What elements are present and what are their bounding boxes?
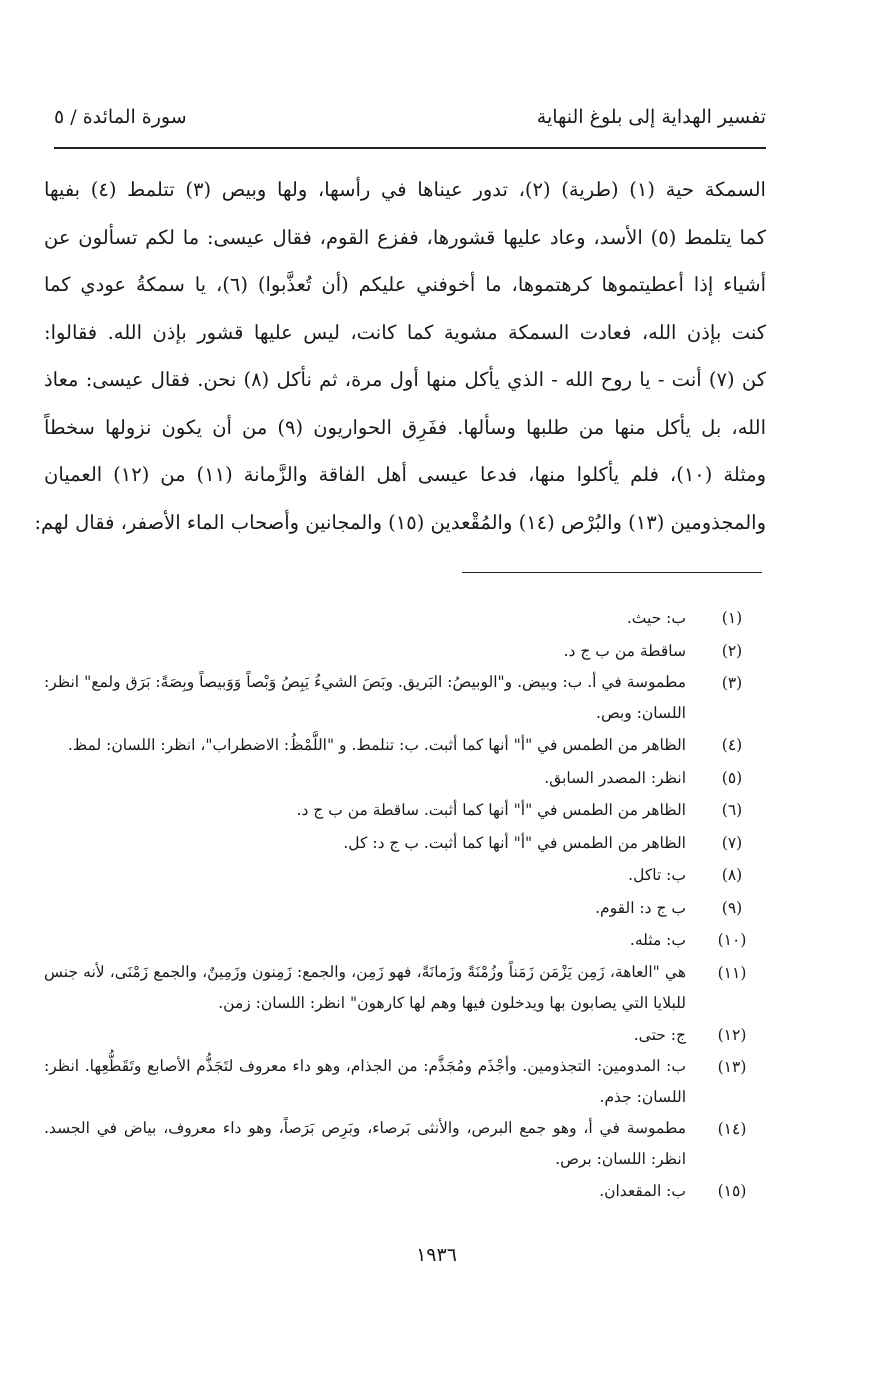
- footnote-text: ب: تاكل.: [628, 866, 686, 884]
- footnote-number: (١٤): [717, 1120, 747, 1138]
- header-divider: [54, 147, 766, 149]
- text-line: كما يتلمط (٥) الأسد، وعاد عليها قشورها، ففزع القوم، فقال عيسى: ما لكم تسألون عن: [44, 225, 766, 249]
- footnote-divider: [462, 572, 762, 573]
- main-text: [34, 166, 767, 546]
- footnote-text: انظر: المصدر السابق.: [544, 768, 686, 787]
- text-line: الله، بل يأكل منها من طلبها وسألها. ففَرِق الحواريون (٩) من أن يكون نزولها سخطاً: [44, 415, 766, 439]
- footnote-text: ساقطة من ب ج د.: [563, 641, 686, 660]
- footnote-text: ب ج د: القوم.: [595, 898, 686, 917]
- footnote-item: [44, 924, 766, 957]
- footnote-number: (٤): [721, 736, 743, 754]
- footnote-item: [44, 1175, 766, 1208]
- footnote-number: (١١): [717, 963, 747, 982]
- footnote-item: [44, 859, 766, 892]
- footnote-number: (١): [721, 609, 743, 627]
- footnote-item: [44, 635, 766, 668]
- footnote-item: [44, 602, 766, 635]
- footnote-text: ج: حتى.: [633, 1025, 686, 1044]
- footnote-text: مطموسة في أ. ب: وبيض. و"الوبيصُ: البَريق. وبَصَ الشيءُ يَبِصُ وَبْصاً وَوَبيصاً وبِصَةً: بَرَق ولمع" انظر: اللسان: وبص.: [44, 673, 686, 722]
- footnote-text: الظاهر من الطمس في "أ" أنها كما أثبت. ساقطة من ب ج د.: [296, 801, 686, 819]
- text-line: والمجذومين (١٣) والبُرْص (١٤) والمُقْعدين (١٥) والمجانين وأصحاب الماء الأصفر، فقال لهم:: [34, 510, 766, 534]
- footnote-item: [44, 794, 766, 827]
- footnote-item: [44, 667, 766, 729]
- footnote-text: مطموسة في أ، وهو جمع البرص، والأنثى بَرصاء، وبَرِص بَرَصاً، وهو داء معروف، بياض في الجسد. انظر: اللسان: برص.: [44, 1119, 686, 1168]
- footnote-number: (٨): [721, 866, 743, 884]
- page-header: [54, 106, 766, 144]
- text-line: كن (٧) أنت - يا روح الله - الذي يأكل منها أول مرة، ثم نأكل (٨) نحن. فقال عيسى: معاذ: [44, 368, 766, 391]
- footnote-number: (١٥): [717, 1182, 747, 1200]
- footnote-text: ب: مثله.: [629, 931, 686, 949]
- footnote-item: [44, 892, 766, 925]
- page-number: ١٩٣٦: [416, 1244, 457, 1266]
- footnotes-list: [44, 602, 766, 1208]
- footnote-item: [44, 1051, 766, 1113]
- text-line: السمكة حية (١) (طرية) (٢)، تدور عيناها في رأسها، ولها وبيص (٣) تتلمط (٤) بفيها: [44, 178, 766, 201]
- footnote-item: [44, 762, 766, 795]
- text-line: كنت بإذن الله، فعادت السمكة مشوية كما كانت، ليس عليها قشور بإذن الله. فقالوا:: [44, 320, 766, 344]
- text-line: ومثلة (١٠)، فلم يأكلوا منها، فدعا عيسى أهل الفاقة والزَّمانة (١١) من (١٢) العميان: [44, 463, 767, 486]
- footnote-text: الظاهر من الطمس في "أ" أنها كما أثبت. ب ج د: كل.: [343, 833, 686, 852]
- footnote-number: (٦): [721, 801, 743, 819]
- footnote-text: الظاهر من الطمس في "أ" أنها كما أثبت. ب: تنلمط. و "اللَّمْظُ: الاضطراب"، انظر: اللسان: لمظ.: [67, 736, 686, 754]
- book-title: تفسير الهداية إلى بلوغ النهاية: [536, 106, 766, 128]
- footnote-item: [44, 957, 766, 1019]
- footnote-item: [44, 1113, 766, 1175]
- footnote-number: (١٠): [717, 931, 747, 949]
- footnote-text: ب: حيث.: [626, 609, 686, 627]
- footnote-number: (١٢): [717, 1025, 747, 1044]
- footnote-text: هي "العاهة، زَمِن يَزْمَن زَمَناً وزُمْنَةً وزَمانَةً، فهو زَمِن، والجمع: زَمِنون وزَمِينٌ، والجمع زَمْنَى، لأنه جنس للبلايا التي يصابون بها ويدخلون فيها وهم لها كارهون" انظر: اللسان: زمن.: [44, 962, 686, 1012]
- footnote-item: [44, 827, 766, 860]
- footnote-number: (٢): [721, 641, 743, 660]
- footnote-item: [44, 729, 766, 762]
- footnote-item: [44, 1019, 766, 1052]
- footnote-number: (٣): [721, 674, 743, 692]
- footnote-text: ب: المدومين: التجذومين. وأجْذَم ومُجَذَّم: من الجذام، وهو داء معروف لتَجَذُّم الأصابع وتَقَطُّعِها. انظر: اللسان: جذم.: [44, 1057, 686, 1106]
- footnote-number: (١٣): [717, 1058, 747, 1076]
- surah-reference: سورة المائدة / ٥: [54, 106, 187, 128]
- footnote-number: (٧): [721, 833, 743, 852]
- footnote-text: ب: المقعدان.: [599, 1182, 686, 1200]
- footnote-number: (٩): [721, 898, 743, 917]
- text-line: أشياء إذا أعطيتموها كرهتموها، ما أخوفني عليكم (أن تُعذَّبوا) (٦)، يا سمكةُ عودي كما: [44, 273, 766, 296]
- footnote-number: (٥): [721, 768, 743, 787]
